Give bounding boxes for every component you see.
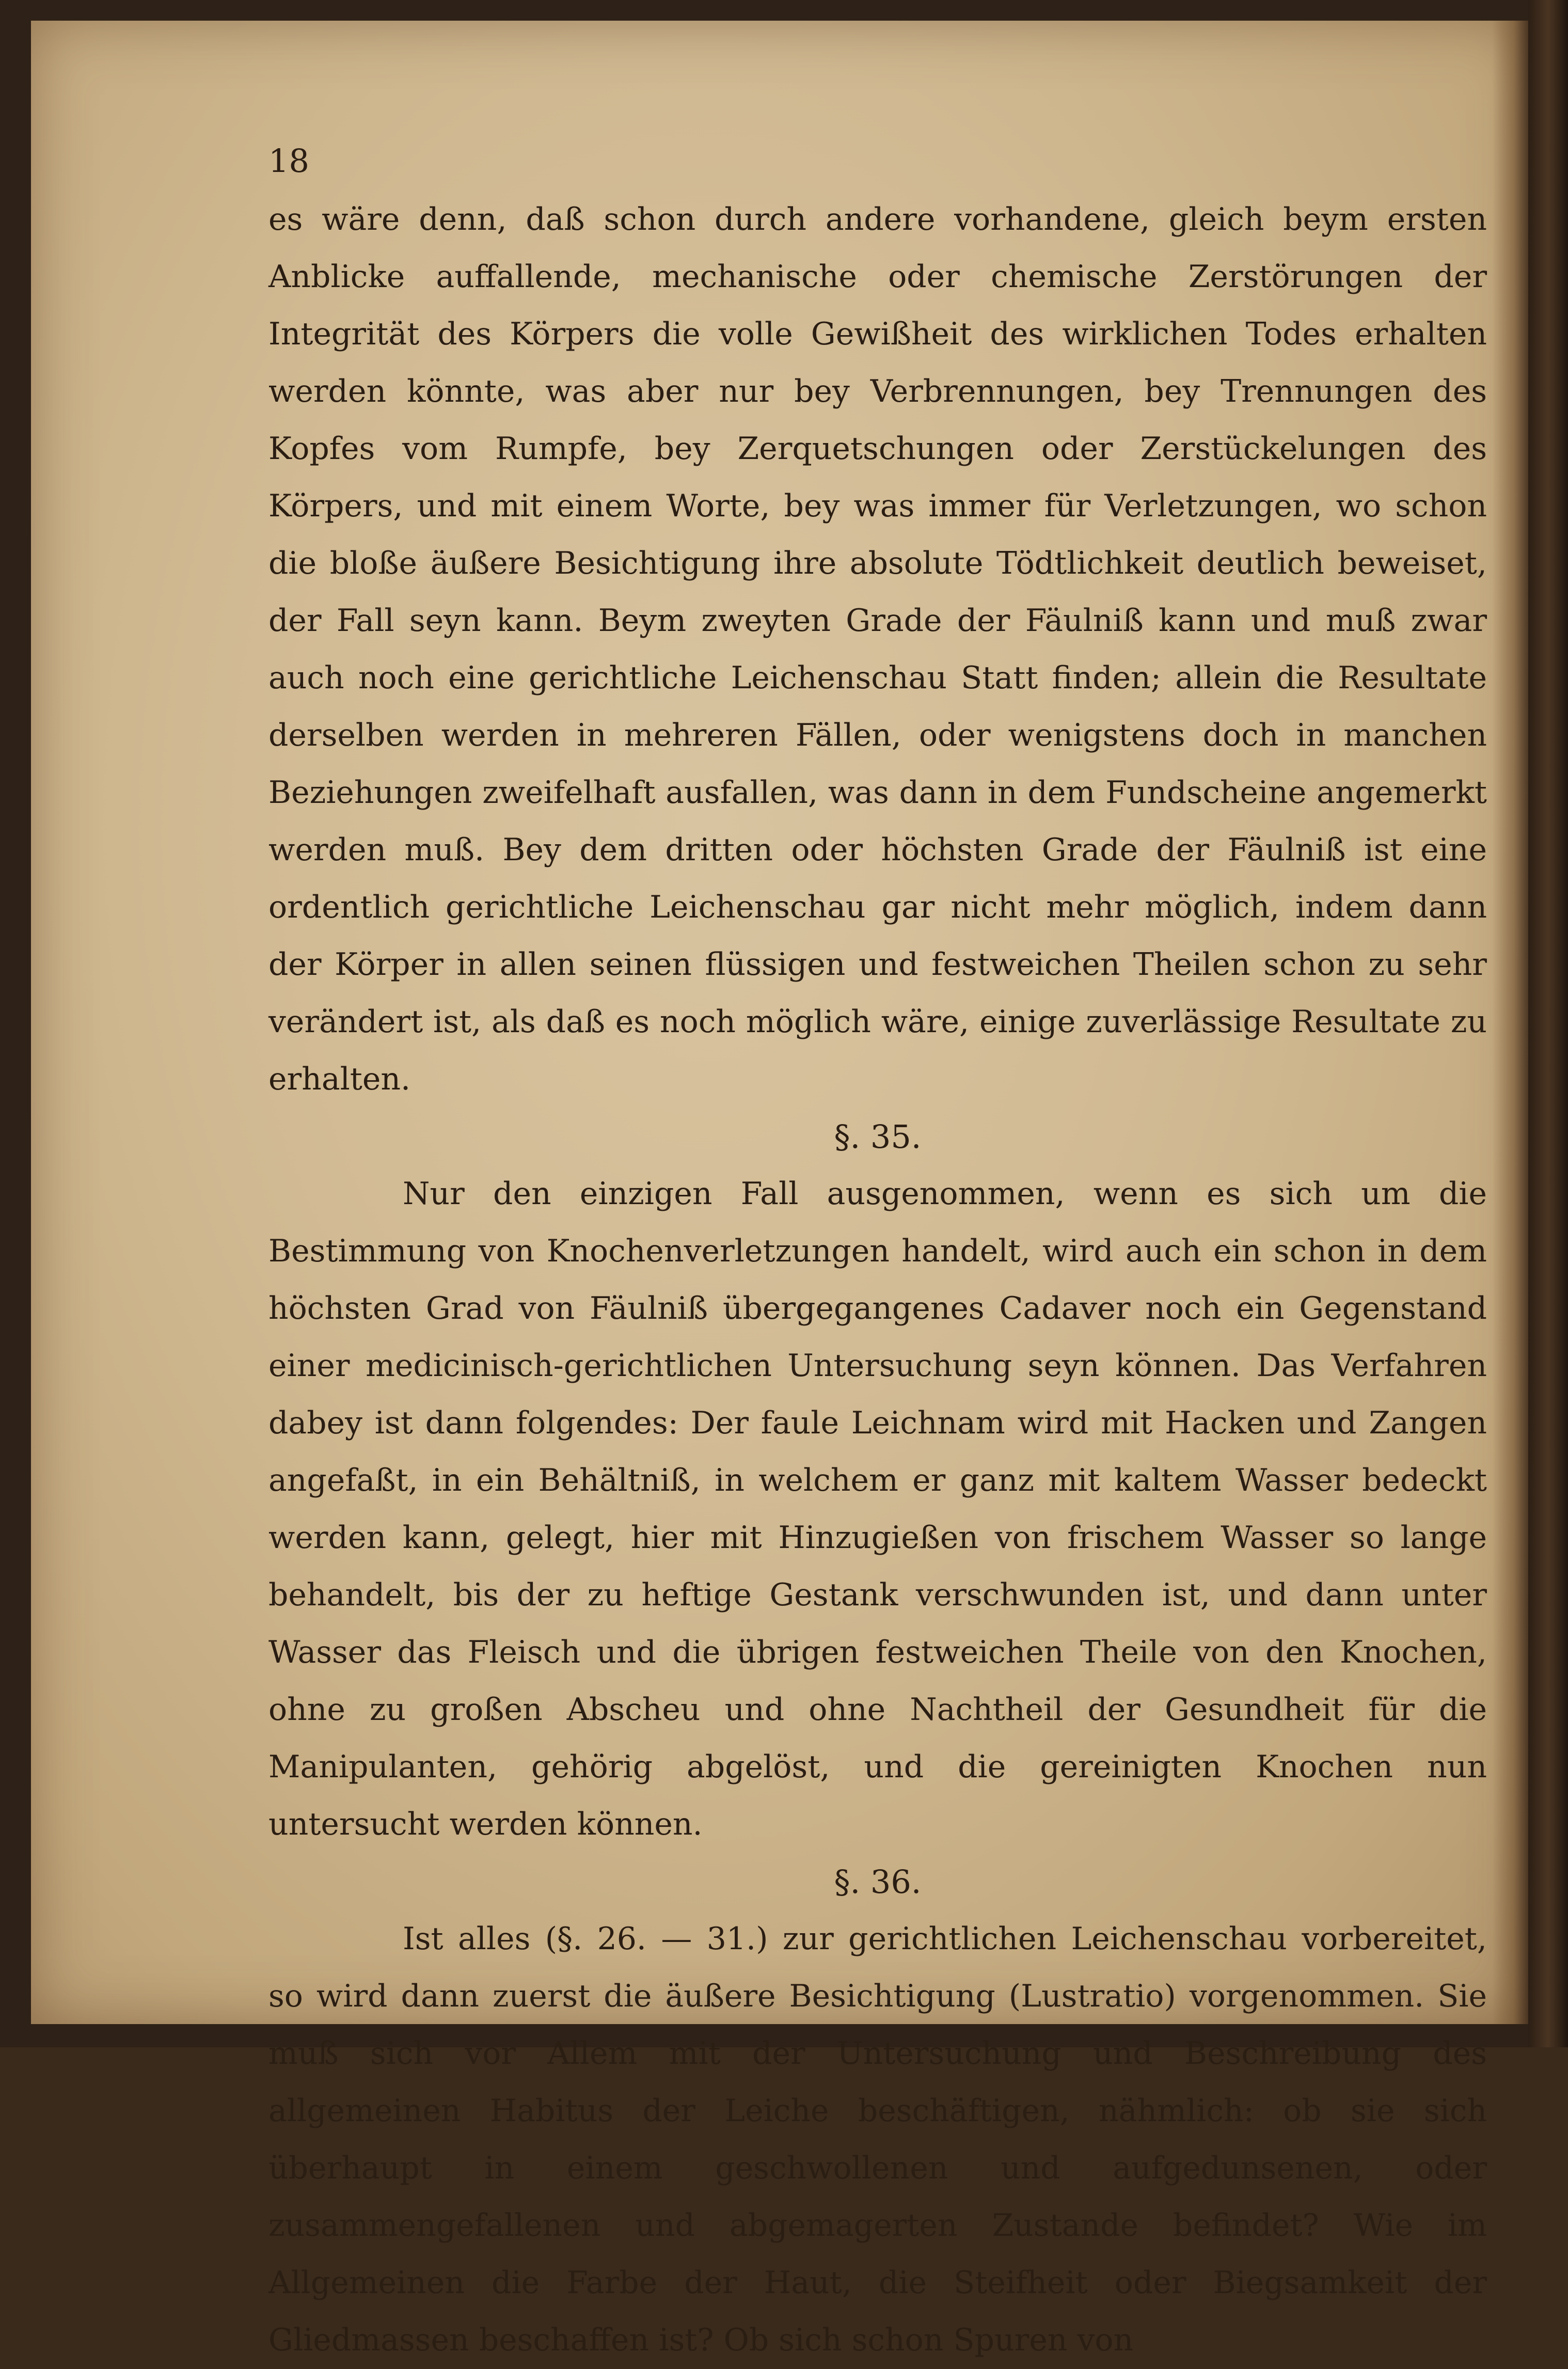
paragraph-continuation: es wäre denn, daß schon durch andere vorhandene, gleich beym ersten Anblicke auffallende, mechanische oder chemische Zerstörungen der Integrität des Körpers die volle Gewißheit des wirklichen Todes erhalten werden könnte, was aber nur bey Verbrennungen, bey Trennungen des Kopfes vom Rumpfe, bey Zerquetschungen oder Zerstückelungen des Körpers, und mit einem Worte, bey was immer für Verletzungen, wo schon die bloße äußere Besichtigung ihre absolute Tödtlichkeit deutlich beweiset, der Fall seyn kann. Beym zweyten Grade der Fäulniß kann und muß zwar auch noch eine gerichtliche Leichenschau Statt finden; allein die Resultate derselben werden in mehreren Fällen, oder wenigstens doch in manchen Beziehungen zweifelhaft ausfallen, was dann in dem Fundscheine angemerkt werden muß. Bey dem dritten oder höchsten Grade der Fäulniß ist eine ordentlich gerichtliche Leichenschau gar nicht mehr möglich, indem dann der Körper in allen seinen flüssigen und festweichen Theilen schon zu sehr verändert ist, als daß es noch möglich wäre, einige zuverlässige Resultate zu erhalten. [268, 201, 1487, 1097]
section-36-text: Ist alles (§. 26. — 31.) zur gerichtlichen Leichenschau vorbereitet, so wird dann zuerst die äußere Besichtigung (Lustratio) vorgenommen. Sie muß sich vor Allem mit der Untersuchung und Beschreibung des allgemeinen Habitus der Leiche beschäftigen, nähmlich: ob sie sich überhaupt in einem geschwollenen und aufgedunsenen, oder zusammengefallenen und abgemagerten Zustande befindet? Wie im Allgemeinen die Farbe der Haut, die Steifheit oder Biegsamkeit der Gliedmassen beschaffen ist? Ob sich schon Spuren von [268, 1921, 1487, 2358]
section-heading-36: §. 36. [834, 1863, 922, 1901]
page-text [268, 147, 1487, 2369]
page-edge-shadow [1492, 21, 1528, 2024]
book-binding [1528, 0, 1568, 2047]
page-number: 18 [268, 142, 309, 180]
section-heading-35: §. 35. [834, 1118, 922, 1156]
section-35-text: Nur den einzigen Fall ausgenommen, wenn es sich um die Bestimmung von Knochenverletzungen handelt, wird auch ein schon in dem höchsten Grad von Fäulniß übergegangenes Cadaver noch ein Gegenstand einer medicinisch-gerichtlichen Untersuchung seyn können. Das Verfahren dabey ist dann folgendes: Der faule Leichnam wird mit Hacken und Zangen angefaßt, in ein Behältniß, in welchem er ganz mit kaltem Wasser bedeckt werden kann, gelegt, hier mit Hinzugießen von frischem Wasser so lange behandelt, bis der zu heftige Gestank verschwunden ist, und dann unter Wasser das Fleisch und die übrigen festweichen Theile von den Knochen, ohne zu großen Abscheu und ohne Nachtheil der Gesundheit für die Manipulanten, gehörig abgelöst, und die gereinigten Knochen nun untersucht werden können. [268, 1176, 1487, 1842]
